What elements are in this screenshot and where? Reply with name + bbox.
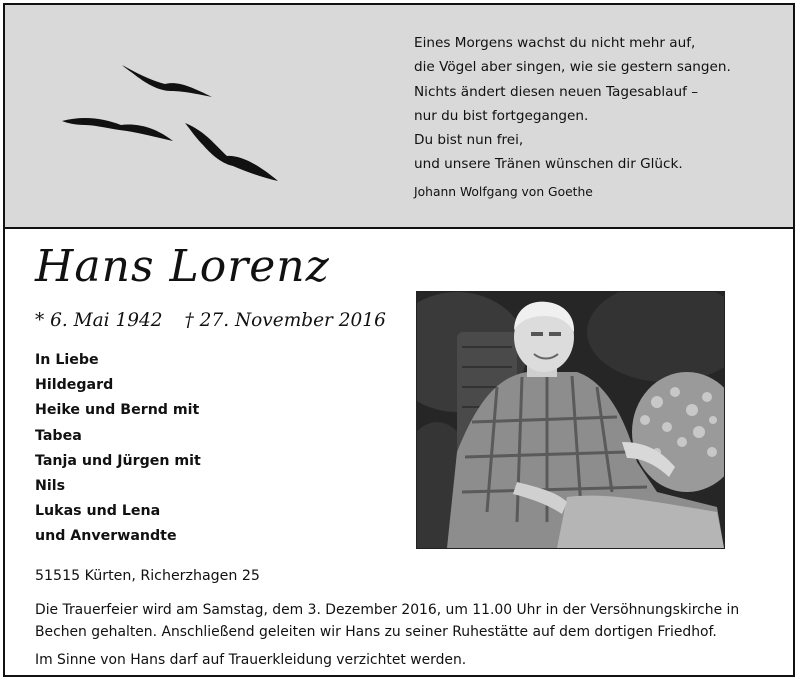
mourner-line: Lukas und Lena xyxy=(35,503,161,520)
portrait-photo xyxy=(416,291,725,549)
bird-icon xyxy=(122,65,212,97)
portrait-photo-graphic xyxy=(417,292,724,548)
poem-author: Johann Wolfgang von Goethe xyxy=(414,185,593,199)
mourner-line: In Liebe xyxy=(35,352,99,368)
mourner-line: Tanja und Jürgen mit xyxy=(35,452,201,469)
address: 51515 Kürten, Richerzhagen 25 xyxy=(35,568,260,584)
poem-line: die Vögel aber singen, wie sie gestern sangen. xyxy=(414,59,731,76)
notice-line: Im Sinne von Hans darf auf Trauerkleidung verzichtet werden. xyxy=(35,652,467,668)
death-symbol: † xyxy=(184,310,194,331)
mourners-list xyxy=(35,348,201,550)
obituary-card xyxy=(3,3,795,677)
death-date: 27. November 2016 xyxy=(199,310,386,331)
funeral-notice xyxy=(35,599,739,671)
flying-birds-illustration xyxy=(55,53,285,193)
poem-header xyxy=(5,5,793,229)
mourner-line: und Anverwandte xyxy=(35,528,177,545)
life-dates xyxy=(35,310,386,331)
mourner-line: Hildegard xyxy=(35,377,114,394)
bird-icon xyxy=(185,123,278,181)
poem-line: Nichts ändert diesen neuen Tagesablauf – xyxy=(414,83,699,100)
birth-symbol: * xyxy=(35,310,45,331)
poem-line: Eines Morgens wachst du nicht mehr auf, xyxy=(414,35,696,51)
notice-line: Die Trauerfeier wird am Samstag, dem 3. Dezember 2016, um 11.00 Uhr in der Versöhnungskirche in xyxy=(35,602,740,618)
poem-line: Du bist nun frei, xyxy=(414,132,524,149)
poem-line: nur du bist fortgegangen. xyxy=(414,107,589,124)
birth-date: 6. Mai 1942 xyxy=(50,310,163,331)
mourner-line: Heike und Bernd mit xyxy=(35,402,200,419)
poem-line: und unsere Tränen wünschen dir Glück. xyxy=(414,156,683,173)
notice-line: Bechen gehalten. Anschließend geleiten wir Hans zu seiner Ruhestätte auf dem dortigen Friedhof. xyxy=(35,624,717,640)
poem xyxy=(414,31,784,177)
mourner-line: Nils xyxy=(35,478,66,495)
bird-icon xyxy=(62,118,173,141)
deceased-name: Hans Lorenz xyxy=(35,241,330,292)
mourner-line: Tabea xyxy=(35,427,82,444)
